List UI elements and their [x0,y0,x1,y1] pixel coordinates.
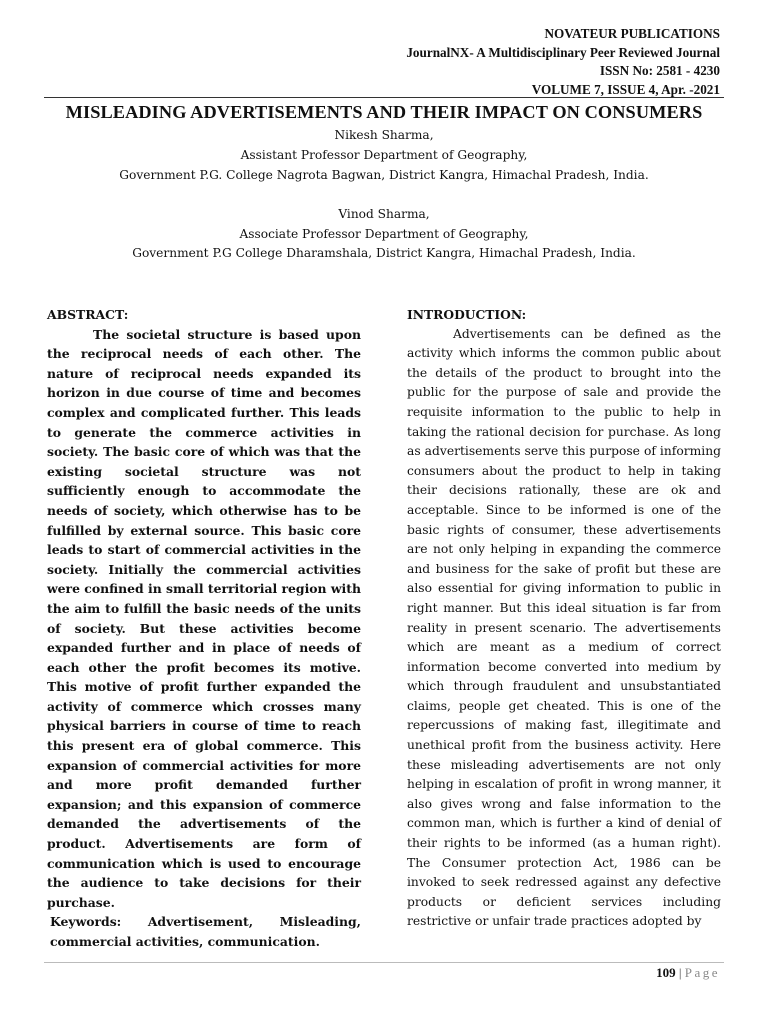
author-position: Associate Professor Department of Geography, [239,226,529,241]
abstract-heading: ABSTRACT: [47,307,129,322]
page-footer [656,965,720,981]
author-name: Vinod Sharma, [338,206,430,221]
volume-issue: VOLUME 7, ISSUE 4, Apr. -2021 [531,81,720,97]
author-affiliation: Government P.G College Dharamshala, District Kangra, Himachal Pradesh, India. [132,246,636,261]
paper-title: MISLEADING ADVERTISEMENTS AND THEIR IMPACT ON CONSUMERS [65,102,703,122]
author-name: Nikesh Sharma, [334,128,434,142]
journal-name: JournalNX- A Multidisciplinary Peer Reviewed Journal [406,44,720,60]
author-affiliation: Government P.G. College Nagrota Bagwan, District Kangra, Himachal Pradesh, India. [119,167,649,182]
author-position: Assistant Professor Department of Geography, [240,147,528,162]
publisher-name: NOVATEUR PUBLICATIONS [544,26,720,41]
journal-header [406,25,720,99]
header-rule [44,97,724,98]
introduction-heading: INTRODUCTION: [407,307,527,322]
abstract-text: The societal structure is based upon the reciprocal needs of each other. The nature of reciprocal needs expanded its horizon in due course of time and becomes complex and complicated further. This leads to generate the commerce activities in society. The basic core of which was that the existing societal structure was not sufficiently enough to accommodate the needs of society, which otherwise has to be fulfilled by external source. This basic core leads to start of commercial activities in the society. Initially the commercial activities were confined in small territorial region with the aim to fulfill the basic needs of the units of society. But these activities become expanded further and in place of needs of each other the profit becomes its motive. This motive of profit further expanded the activity of commerce which crosses many physical barriers in course of time to reach this present era of global commerce. This expansion of commercial activities for more and more profit demanded further expansion; and this expansion of commerce demanded the advertisements of the product. Advertisements are form of communication which is used to encourage the audience to take decisions for their purchase. [47,326,361,910]
footer-rule [44,962,724,963]
footer-separator: | [678,965,682,980]
page-label: Page [684,965,720,980]
introduction-column [407,305,721,932]
page-number: 109 [656,965,676,980]
introduction-text: Advertisements can be defined as the activity which informs the common public about the details of the product to brought into the public for the purpose of sale and provide the requisite information to the public to help in taking the rational decision for purchase. As long as advertisements serve this purpose of informing consumers about the product to help in taking their decisions rationally, these are ok and acceptable. Since to be informed is one of the basic rights of consumer, these advertisements are not only helping in expanding the commerce and business for the sake of profit but these are also essential for giving information to public in right manner. But this ideal situation is far from reality in present scenario. The advertisements which are meant as a medium of correct information become converted into medium by which through fraudulent and unsubstantiated claims, people get cheated. This is one of the repercussions of making fast, illegitimate and unethical profit from the business activity. Here these misleading advertisements are not only helping in escalation of profit in wrong manner, it also gives wrong and false information to the common man, which is further a kind of denial of their rights to be informed (as a human right). The Consumer protection Act, 1986 can be invoked to seek redressed against any defective products or deficient services including restrictive or unfair trade practices adopted by [407,326,721,929]
abstract-column [47,305,361,952]
author-block [44,126,724,264]
issn-number: ISSN No: 2581 - 4230 [599,63,720,78]
keywords: Keywords: Advertisement, Misleading, commercial activities, communication. [50,914,361,949]
